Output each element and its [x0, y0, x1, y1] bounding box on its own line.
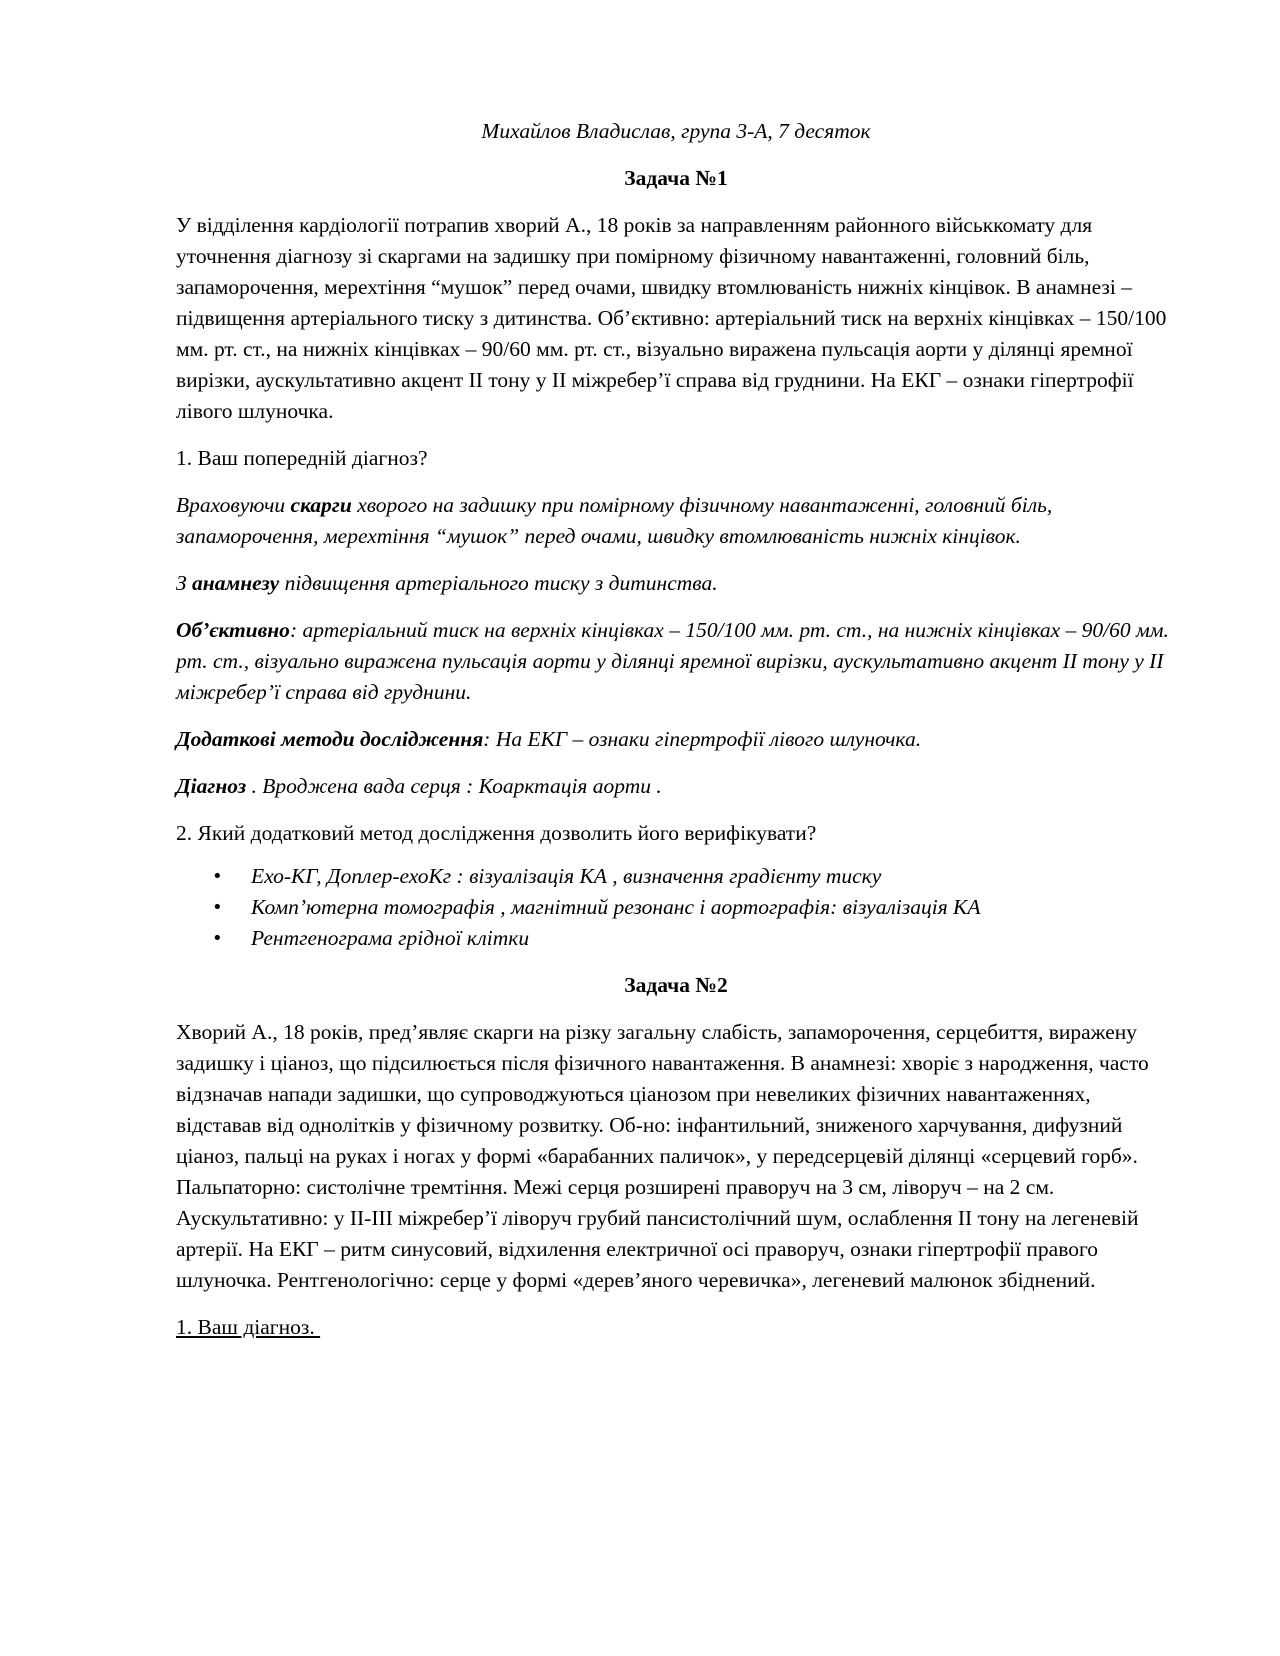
task1-objective-paragraph: [176, 615, 1176, 708]
list-item: [176, 892, 1176, 923]
complaints-text: хворого на задишку при помірному фізичному навантаженні, головний біль, запаморочення, мерехтіння “мушок” перед очами, швидку втомлюваність нижніх кінцівок.: [176, 493, 1053, 548]
objective-text: : артеріальний тиск на верхніх кінцівках – 150/100 мм. рт. ст., на нижніх кінцівках – 90/60 мм. рт. ст., візуально виражена пульсація аорти у ділянці яремної вирізки, аускультативно акцент ІІ тону у ІІ міжребер’ї справа від груднини.: [176, 618, 1169, 704]
task2-case-text: Хворий А., 18 років, пред’являє скарги на різку загальну слабість, запаморочення, серцебиття, виражену задишку і ціаноз, що підсилюється після фізичного навантаження. В анамнезі: хворіє з народження, часто відзначав напади задишки, що супроводжуються ціанозом при невеликих фізичних навантаженнях, відставав від однолітків у фізичному розвитку. Об-но: інфантильний, зниженого харчування, дифузний ціаноз, пальці на руках і ногах у формі «барабанних паличок», у передсерцевій ділянці «серцевий горб». Пальпаторно: систолічне тремтіння. Межі серця розширені праворуч на 3 см, ліворуч – на 2 см. Аускультативно: у ІІ-ІІІ міжребер’ї ліворуч грубий пансистолічний шум, ослаблення ІІ тону на легеневій артерії. На ЕКГ – ритм синусовий, відхилення електричної осі праворуч, ознаки гіпертрофії правого шлуночка. Рентгенологічно: серце у формі «дерев’яного черевичка», легеневий малюнок збіднений.: [176, 1020, 1149, 1292]
task2-question-1: 1. Ваш діагноз.: [176, 1315, 321, 1339]
bullet-icon: •: [212, 897, 223, 918]
list-item: [176, 923, 1176, 954]
diagnosis-keyword: Діагноз: [176, 774, 247, 798]
task1-case-text: У відділення кардіології потрапив хворий А., 18 років за направленням районного військкомату для уточнення діагнозу зі скаргами на задишку при помірному фізичному навантаженні, головний біль, запаморочення, мерехтіння “мушок” перед очами, швидку втомлюваність нижніх кінцівок. В анамнезі – підвищення артеріального тиску з дитинства. Об’єктивно: артеріальний тиск на верхніх кінцівках – 150/100 мм. рт. ст., на нижніх кінцівках – 90/60 мм. рт. ст., візуально виражена пульсація аорти у ділянці яремної вирізки, аускультативно акцент ІІ тону у ІІ міжребер’ї справа від груднини. На ЕКГ – ознаки гіпертрофії лівого шлуночка.: [176, 213, 1167, 423]
list-item: [176, 861, 1176, 892]
task1-question-1: 1. Ваш попередній діагноз?: [176, 446, 428, 470]
diagnosis-text: . Вроджена вада серця : Коарктація аорти .: [246, 774, 662, 798]
task1-question-2: 2. Який додатковий метод дослідження дозволить його верифікувати?: [176, 821, 817, 845]
task1-additional-methods-paragraph: [176, 724, 1176, 755]
method-text: Комп’ютерна томографія , магнітний резонанс і аортографія: візуалізація КА: [251, 895, 981, 919]
bullet-icon: •: [212, 866, 223, 887]
method-text: Ехо-КГ, Доплер-ехоКг : візуалізація КА , визначення градієнту тиску: [251, 864, 882, 888]
author-header: Михайлов Владислав, група 3-А, 7 десяток: [481, 119, 871, 143]
bullet-icon: •: [212, 928, 223, 949]
anamnesis-keyword: анамнезу: [192, 571, 280, 595]
task1-anamnesis-paragraph: [176, 568, 1176, 599]
complaints-prefix: Враховуючи: [176, 493, 291, 517]
additional-methods-text: : На ЕКГ – ознаки гіпертрофії лівого шлуночка.: [483, 727, 922, 751]
document-page: [176, 116, 1176, 1343]
anamnesis-prefix: З: [176, 571, 193, 595]
method-text: Рентгенограма грідної клітки: [251, 926, 530, 950]
task1-title: Задача №1: [624, 166, 728, 190]
task1-complaints-paragraph: [176, 490, 1176, 552]
additional-methods-keyword: Додаткові методи дослідження: [176, 727, 484, 751]
objective-keyword: Об’єктивно: [176, 618, 290, 642]
complaints-keyword: скарги: [290, 493, 352, 517]
task2-title: Задача №2: [624, 973, 728, 997]
task1-diagnosis-paragraph: [176, 771, 1176, 802]
methods-list: [176, 861, 1176, 954]
anamnesis-text: підвищення артеріального тиску з дитинства.: [279, 571, 718, 595]
